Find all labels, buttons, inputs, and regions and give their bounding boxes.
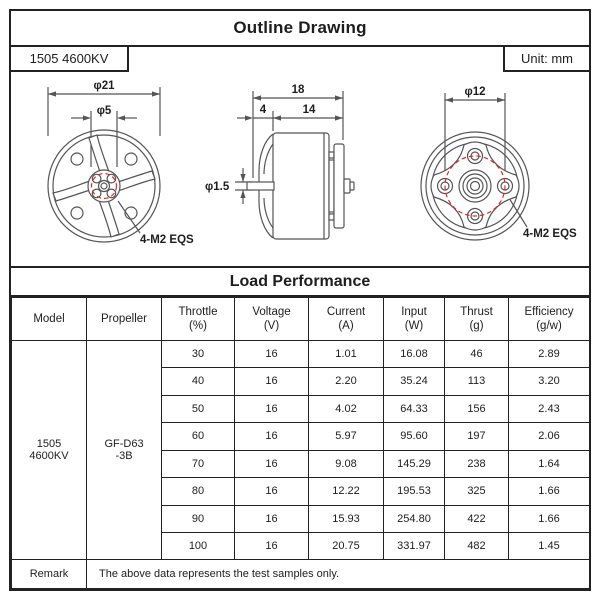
input-value: 254.80 [384,505,445,532]
model-cell: 1505 4600KV [12,340,87,560]
input-value: 64.33 [384,395,445,422]
current-value: 4.02 [309,395,384,422]
voltage-value: 16 [235,478,309,505]
back-hole-circle-dim: φ12 [464,86,486,98]
front-mount-note: 4-M2 EQS [140,234,194,246]
voltage-value: 16 [235,395,309,422]
page-title: Outline Drawing [11,11,589,47]
current-value: 9.08 [309,450,384,477]
voltage-value: 16 [235,340,309,367]
throttle-value: 100 [162,533,235,560]
efficiency-value: 2.89 [509,340,590,367]
efficiency-value: 1.64 [509,450,590,477]
table-header-row [12,298,590,341]
side-shaft-diameter-dim: φ1.5 [205,181,230,193]
back-motor-body [421,132,529,240]
thrust-value: 113 [445,368,509,395]
motor-side-view-drawing [203,74,381,262]
header-model: Model [12,298,87,341]
voltage-value: 16 [235,423,309,450]
header-efficiency: Efficiency (g/w) [509,298,590,341]
load-performance-table [11,297,590,589]
motor-back-view-drawing [387,74,583,262]
current-value: 20.75 [309,533,384,560]
current-value: 1.01 [309,340,384,367]
side-total-length-dim: 18 [291,84,305,96]
load-performance-title: Load Performance [11,266,589,297]
voltage-value: 16 [235,368,309,395]
voltage-value: 16 [235,505,309,532]
unit-label: Unit: mm [503,47,589,72]
throttle-value: 60 [162,423,235,450]
input-value: 35.24 [384,368,445,395]
front-shaft-hub-dim: φ5 [96,105,112,117]
header-propeller: Propeller [87,298,162,341]
header-throttle: Throttle (%) [162,298,235,341]
front-motor-body [48,130,160,242]
thrust-value: 422 [445,505,509,532]
propeller-cell: GF-D63 -3B [87,340,162,560]
current-value: 2.20 [309,368,384,395]
header-input: Input (W) [384,298,445,341]
throttle-value: 80 [162,478,235,505]
thrust-value: 482 [445,533,509,560]
side-mount-plate [334,144,344,228]
outline-drawing-section [11,47,589,266]
back-mount-note: 4-M2 EQS [523,228,577,240]
motor-front-view-drawing [19,74,197,262]
efficiency-value: 2.43 [509,395,590,422]
table-row [12,340,590,367]
page-frame [9,9,591,591]
current-value: 12.22 [309,478,384,505]
header-voltage: Voltage (V) [235,298,309,341]
efficiency-value: 1.66 [509,505,590,532]
throttle-value: 40 [162,368,235,395]
efficiency-value: 1.66 [509,478,590,505]
current-value: 5.97 [309,423,384,450]
input-value: 95.60 [384,423,445,450]
throttle-value: 90 [162,505,235,532]
efficiency-value: 3.20 [509,368,590,395]
remark-label: Remark [12,560,87,589]
efficiency-value: 1.45 [509,533,590,560]
voltage-value: 16 [235,533,309,560]
input-value: 145.29 [384,450,445,477]
side-shaft [247,182,274,190]
side-motor-body [247,133,354,239]
throttle-value: 50 [162,395,235,422]
remark-text: The above data represents the test samples only. [87,560,590,589]
current-value: 15.93 [309,505,384,532]
remark-row [12,560,590,589]
input-value: 195.53 [384,478,445,505]
throttle-value: 70 [162,450,235,477]
front-outer-diameter-dim: φ21 [93,80,115,92]
header-current: Current (A) [309,298,384,341]
header-thrust: Thrust (g) [445,298,509,341]
model-badge: 1505 4600KV [11,47,129,72]
thrust-value: 46 [445,340,509,367]
throttle-value: 30 [162,340,235,367]
side-body-length-dim: 14 [302,104,316,116]
input-value: 16.08 [384,340,445,367]
input-value: 331.97 [384,533,445,560]
thrust-value: 238 [445,450,509,477]
thrust-value: 156 [445,395,509,422]
voltage-value: 16 [235,450,309,477]
side-shaft-length-dim: 4 [259,104,267,116]
thrust-value: 197 [445,423,509,450]
efficiency-value: 2.06 [509,423,590,450]
thrust-value: 325 [445,478,509,505]
